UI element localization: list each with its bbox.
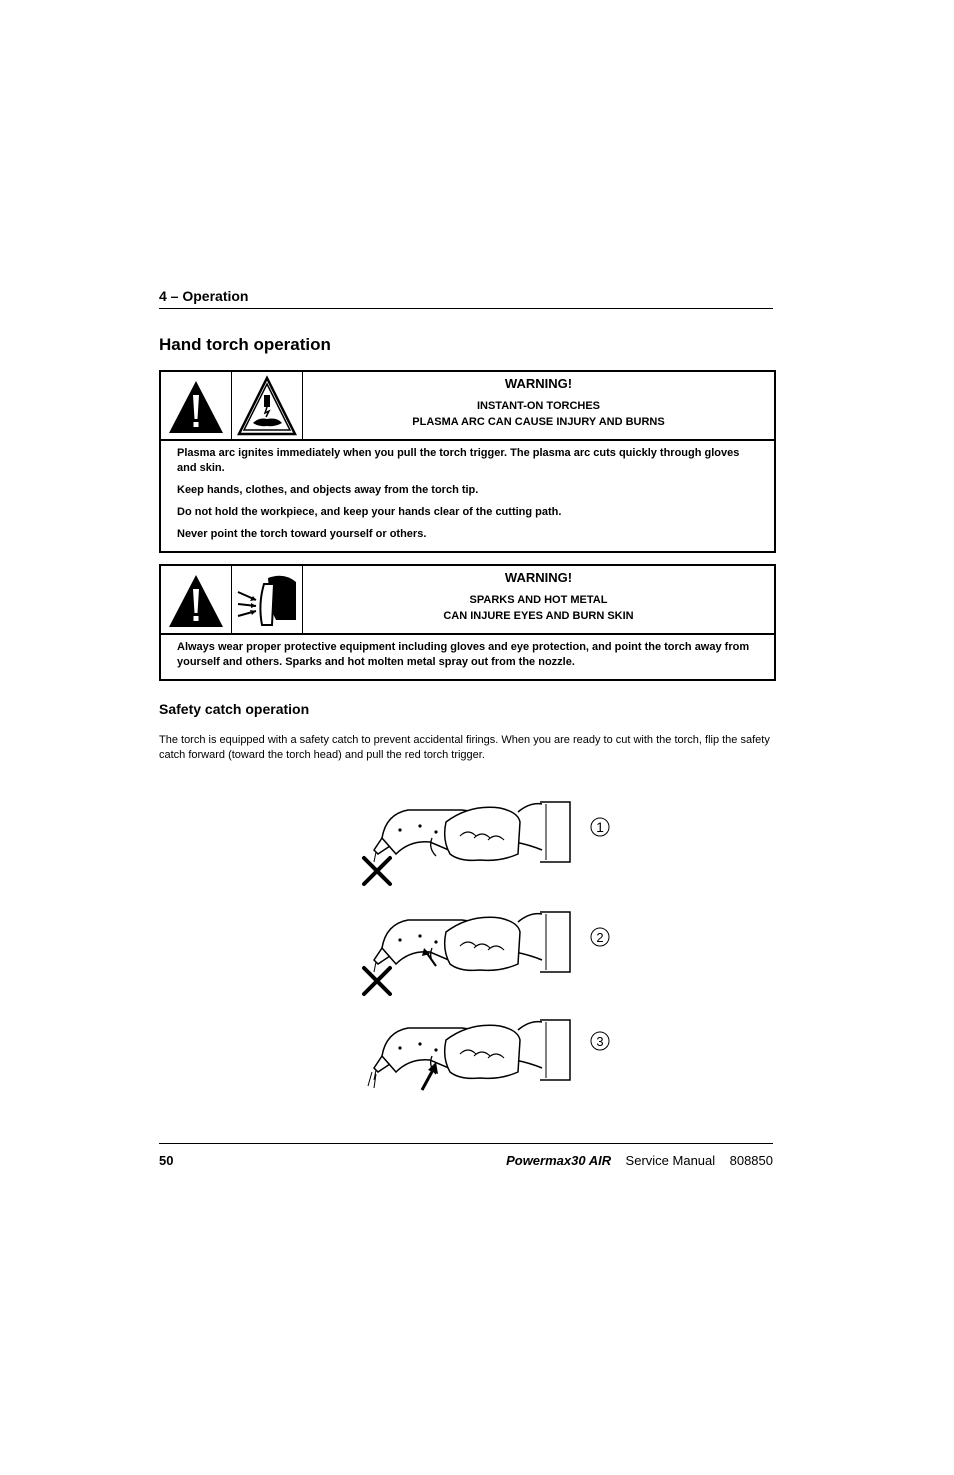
step-1-illustration xyxy=(364,802,570,884)
warning-icon-cell xyxy=(161,566,232,633)
warning-box-sparks xyxy=(159,564,776,681)
warning-paragraph: Never point the torch toward yourself or others. xyxy=(177,528,427,540)
warning-header xyxy=(303,566,774,633)
warning-paragraph: Always wear proper protective equipment including gloves and eye protection, and point the torch away from yourself and others. Sparks and hot molten metal spray out from the nozzle. xyxy=(177,641,750,668)
exclamation-triangle-icon xyxy=(167,571,225,629)
product-name: Powermax30 AIR xyxy=(506,1153,612,1168)
warning-title: WARNING! xyxy=(504,570,573,585)
warning-box-instant-on xyxy=(159,370,776,553)
step-2-label: 2 xyxy=(596,930,604,945)
section-heading-safety-catch: Safety catch operation xyxy=(159,701,310,717)
safety-catch-figure xyxy=(350,790,630,1100)
step-2-illustration xyxy=(364,912,570,994)
face-shield-sparks-icon xyxy=(234,570,300,630)
warning-subtitle-line-2: PLASMA ARC CAN CAUSE INJURY AND BURNS xyxy=(412,416,665,428)
step-1-label: 1 xyxy=(596,819,604,835)
warning-icon-cell xyxy=(161,372,232,439)
page-title: Hand torch operation xyxy=(159,335,331,354)
warning-body xyxy=(161,441,774,551)
warning-paragraph: Plasma arc ignites immediately when you pull the torch trigger. The plasma arc cuts quickly through gloves and skin. xyxy=(177,447,740,474)
section-header: 4 – Operation xyxy=(159,288,249,304)
plasma-arc-hand-icon xyxy=(237,375,297,437)
hazard-icon-cell xyxy=(232,566,303,633)
warning-subtitle-line-1: INSTANT-ON TORCHES xyxy=(476,400,601,412)
warning-subtitle-line-1: SPARKS AND HOT METAL xyxy=(469,594,608,606)
warning-title: WARNING! xyxy=(504,376,573,391)
warning-header xyxy=(303,372,774,439)
warning-paragraph: Keep hands, clothes, and objects away from the torch tip. xyxy=(177,484,479,496)
step-3-label: 3 xyxy=(596,1034,604,1049)
safety-catch-paragraph: The torch is equipped with a safety catch to prevent accidental firings. When you are ready to cut with the torch, flip the safety catch forward (toward the torch head) and pull the red torch trigger. xyxy=(159,734,770,761)
warning-body xyxy=(161,635,774,679)
hazard-icon-cell xyxy=(232,372,303,439)
warning-subtitle xyxy=(303,398,774,430)
document-number: 808850 xyxy=(729,1153,773,1168)
step-3-illustration xyxy=(368,1020,570,1090)
warning-paragraph: Do not hold the workpiece, and keep your hands clear of the cutting path. xyxy=(177,506,562,518)
warning-subtitle xyxy=(303,592,774,624)
footer-document-info xyxy=(506,1153,773,1168)
header-rule xyxy=(159,308,773,309)
warning-subtitle-line-2: CAN INJURE EYES AND BURN SKIN xyxy=(443,610,634,622)
footer-rule xyxy=(159,1143,773,1144)
page-number: 50 xyxy=(159,1153,174,1168)
exclamation-triangle-icon xyxy=(167,377,225,435)
manual-type: Service Manual xyxy=(625,1153,716,1168)
